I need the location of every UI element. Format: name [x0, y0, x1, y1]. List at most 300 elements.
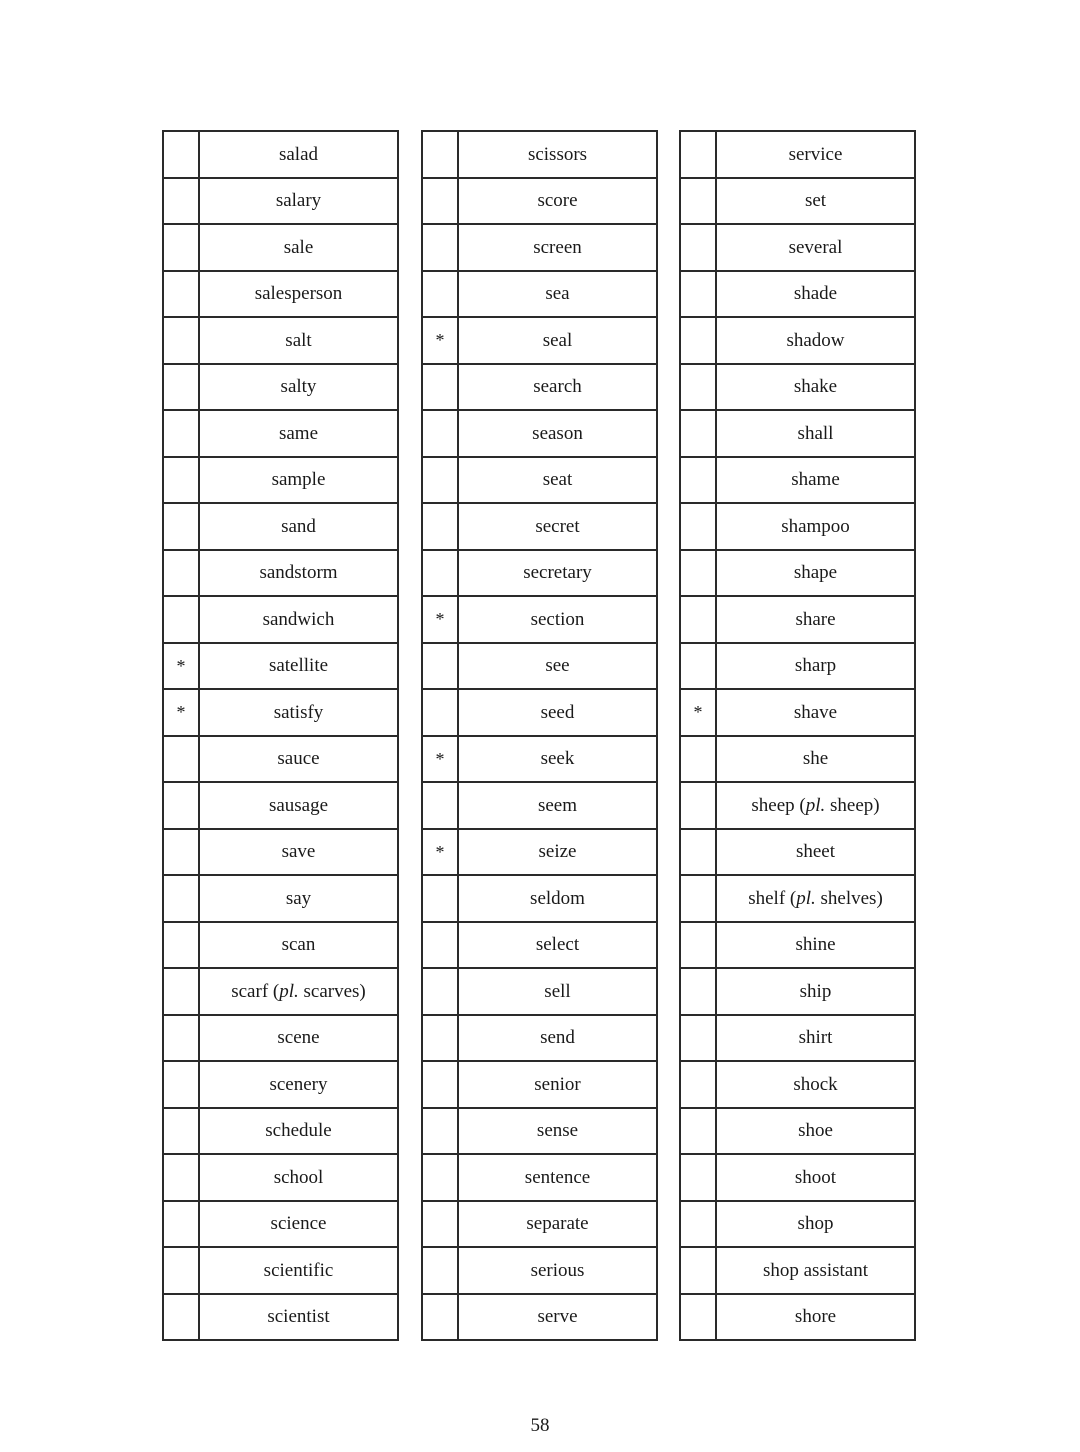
word-cell — [199, 922, 398, 969]
table-row — [680, 829, 915, 876]
mark-cell — [422, 178, 458, 225]
word-text: sausage — [268, 794, 329, 816]
word-text: shock — [793, 1073, 838, 1095]
mark-cell — [680, 1015, 716, 1062]
word-cell — [199, 782, 398, 829]
mark-cell: * — [422, 317, 458, 364]
mark-cell — [680, 271, 716, 318]
mark-cell — [680, 131, 716, 178]
word-text: scenery — [269, 1073, 328, 1095]
mark-cell — [680, 829, 716, 876]
word-text: schedule — [265, 1120, 332, 1142]
word-cell — [199, 1015, 398, 1062]
mark-cell — [163, 457, 199, 504]
word-cell — [716, 317, 915, 364]
table-row — [680, 317, 915, 364]
mark-cell — [680, 1294, 716, 1341]
mark-cell — [163, 550, 199, 597]
word-text: service — [788, 143, 843, 165]
word-text: sentence — [524, 1166, 591, 1188]
word-text: send — [540, 1027, 575, 1049]
mark-cell — [680, 1061, 716, 1108]
table-row — [163, 317, 398, 364]
word-cell — [716, 178, 915, 225]
mark-cell — [163, 1061, 199, 1108]
table-row — [163, 596, 398, 643]
table-row — [422, 829, 657, 876]
table-row — [680, 271, 915, 318]
table-row — [680, 457, 915, 504]
mark-cell — [680, 1108, 716, 1155]
word-text: scientist — [267, 1306, 330, 1328]
table-row — [422, 875, 657, 922]
table-row — [680, 1201, 915, 1248]
table-row — [422, 922, 657, 969]
word-cell — [716, 410, 915, 457]
word-cell — [458, 550, 657, 597]
word-cell — [458, 1108, 657, 1155]
word-cell — [716, 1201, 915, 1248]
mark-cell — [163, 829, 199, 876]
table-row — [680, 178, 915, 225]
word-cell — [716, 131, 915, 178]
mark-cell — [680, 875, 716, 922]
word-cell — [716, 1294, 915, 1341]
word-text: school — [273, 1166, 324, 1188]
word-text: sandstorm — [259, 562, 338, 584]
word-cell — [458, 922, 657, 969]
mark-cell — [163, 317, 199, 364]
word-text: salesperson — [254, 283, 343, 305]
mark-cell — [422, 224, 458, 271]
word-text: shoe — [798, 1120, 833, 1142]
table-row — [422, 178, 657, 225]
word-cell — [716, 1015, 915, 1062]
table-row — [680, 643, 915, 690]
word-cell — [716, 689, 915, 736]
mark-cell — [680, 1247, 716, 1294]
table-row — [163, 178, 398, 225]
word-cell — [458, 829, 657, 876]
word-cell — [716, 1247, 915, 1294]
mark-cell — [163, 1247, 199, 1294]
plural-abbreviation: pl. — [279, 980, 299, 1002]
table-row — [680, 689, 915, 736]
word-cell — [199, 1294, 398, 1341]
word-text: score — [537, 190, 578, 212]
page-number: 58 — [530, 1415, 550, 1436]
word-table-column-3 — [679, 130, 916, 1341]
table-row — [422, 1247, 657, 1294]
mark-cell — [422, 1108, 458, 1155]
table-row — [680, 550, 915, 597]
word-cell — [199, 1154, 398, 1201]
word-text: serve — [537, 1306, 578, 1328]
mark-cell — [680, 224, 716, 271]
table-row — [422, 503, 657, 550]
table-row — [163, 1061, 398, 1108]
table-row — [422, 968, 657, 1015]
mark-cell — [163, 596, 199, 643]
mark-cell: * — [163, 689, 199, 736]
word-cell — [199, 503, 398, 550]
word-text: set — [804, 190, 827, 212]
table-row — [680, 1247, 915, 1294]
word-cell — [199, 178, 398, 225]
mark-cell: * — [163, 643, 199, 690]
table-row — [163, 689, 398, 736]
word-cell — [458, 131, 657, 178]
table-row — [422, 410, 657, 457]
table-row — [422, 596, 657, 643]
table-row — [163, 1108, 398, 1155]
mark-cell — [422, 503, 458, 550]
word-text: sandwich — [262, 608, 335, 630]
mark-cell — [163, 922, 199, 969]
mark-cell — [422, 689, 458, 736]
word-text: satellite — [268, 655, 329, 677]
word-text: several — [788, 236, 843, 258]
mark-cell — [163, 1154, 199, 1201]
mark-cell — [680, 596, 716, 643]
table-row — [680, 1108, 915, 1155]
word-text: sheet — [795, 841, 836, 863]
word-cell — [458, 1201, 657, 1248]
word-cell — [458, 1294, 657, 1341]
mark-cell — [422, 550, 458, 597]
word-text: share — [795, 608, 836, 630]
mark-cell — [163, 1015, 199, 1062]
word-cell — [199, 736, 398, 783]
mark-cell — [680, 178, 716, 225]
table-row — [422, 457, 657, 504]
word-text: sample — [271, 469, 326, 491]
mark-cell — [680, 643, 716, 690]
word-text: scientific — [263, 1259, 334, 1281]
plural-abbreviation: pl. — [805, 794, 826, 816]
plural-note-open: ( — [799, 794, 806, 816]
word-text: shore — [794, 1306, 837, 1328]
mark-cell — [422, 1061, 458, 1108]
word-cell — [458, 968, 657, 1015]
word-text: shelf — [748, 887, 786, 909]
mark-cell — [680, 550, 716, 597]
plural-note-open: ( — [789, 887, 797, 909]
word-cell — [458, 1061, 657, 1108]
word-text: sheep — [751, 794, 795, 816]
word-cell — [199, 1201, 398, 1248]
table-row — [163, 922, 398, 969]
word-cell — [458, 1247, 657, 1294]
word-text: seat — [542, 469, 573, 491]
plural-note-open: ( — [272, 980, 280, 1002]
word-cell — [716, 875, 915, 922]
word-cell — [199, 875, 398, 922]
mark-cell — [422, 875, 458, 922]
word-cell — [716, 736, 915, 783]
word-cell — [199, 364, 398, 411]
word-text: see — [545, 655, 570, 677]
word-text: shop — [797, 1213, 834, 1235]
word-text: seek — [540, 748, 575, 770]
word-text: seem — [537, 794, 578, 816]
table-row — [422, 689, 657, 736]
mark-cell — [163, 968, 199, 1015]
word-text: sense — [536, 1120, 579, 1142]
mark-cell: * — [680, 689, 716, 736]
word-text: sharp — [794, 655, 837, 677]
word-cell — [716, 782, 915, 829]
word-cell — [458, 224, 657, 271]
mark-cell — [680, 968, 716, 1015]
word-text: satisfy — [273, 701, 324, 723]
table-row — [422, 364, 657, 411]
word-text: section — [530, 608, 585, 630]
word-text: salt — [285, 329, 312, 351]
word-text: salary — [275, 190, 322, 212]
word-cell — [458, 643, 657, 690]
word-text: sell — [544, 980, 571, 1002]
word-cell — [458, 178, 657, 225]
mark-cell — [680, 457, 716, 504]
mark-cell — [422, 643, 458, 690]
mark-cell — [680, 782, 716, 829]
word-text: seed — [540, 701, 575, 723]
table-row — [680, 364, 915, 411]
plural-abbreviation: pl. — [796, 887, 816, 909]
table-row — [422, 1294, 657, 1341]
word-text: shampoo — [781, 515, 850, 537]
word-cell — [458, 1015, 657, 1062]
word-text: same — [278, 422, 319, 444]
table-row — [422, 1154, 657, 1201]
table-row — [163, 736, 398, 783]
word-cell — [199, 317, 398, 364]
word-text: sauce — [277, 748, 320, 770]
table-row — [163, 1294, 398, 1341]
table-row — [422, 131, 657, 178]
word-cell — [458, 736, 657, 783]
word-cell — [716, 457, 915, 504]
word-text: shall — [797, 422, 834, 444]
word-cell — [458, 364, 657, 411]
word-cell — [199, 271, 398, 318]
word-text: shoot — [794, 1166, 837, 1188]
table-row — [680, 410, 915, 457]
word-cell — [199, 643, 398, 690]
word-cell — [716, 922, 915, 969]
mark-cell — [422, 782, 458, 829]
word-text: sale — [283, 236, 314, 258]
word-cell — [199, 1061, 398, 1108]
plural-form: scarves) — [298, 980, 366, 1002]
table-row — [163, 550, 398, 597]
mark-cell — [163, 782, 199, 829]
word-cell — [458, 782, 657, 829]
table-row — [680, 782, 915, 829]
mark-cell: * — [422, 596, 458, 643]
mark-cell — [422, 364, 458, 411]
word-text: shake — [793, 376, 838, 398]
word-text: shade — [793, 283, 838, 305]
word-cell — [716, 550, 915, 597]
table-row — [680, 1294, 915, 1341]
table-row — [680, 1015, 915, 1062]
word-text: shadow — [786, 329, 845, 351]
mark-cell: * — [422, 736, 458, 783]
word-text: say — [285, 887, 312, 909]
mark-cell — [163, 1294, 199, 1341]
word-cell — [199, 550, 398, 597]
word-cell — [199, 410, 398, 457]
table-row — [163, 875, 398, 922]
word-text: seal — [542, 329, 573, 351]
mark-cell — [422, 1154, 458, 1201]
table-row — [163, 643, 398, 690]
word-text: search — [533, 376, 582, 398]
table-row — [680, 968, 915, 1015]
word-cell — [458, 1154, 657, 1201]
mark-cell — [422, 968, 458, 1015]
mark-cell — [422, 131, 458, 178]
word-table-column-1 — [162, 130, 399, 1341]
mark-cell — [680, 364, 716, 411]
word-cell — [199, 968, 398, 1015]
word-cell — [199, 829, 398, 876]
table-row — [163, 224, 398, 271]
word-cell — [458, 410, 657, 457]
mark-cell — [680, 410, 716, 457]
word-cell — [716, 271, 915, 318]
word-cell — [716, 1154, 915, 1201]
table-row — [163, 1201, 398, 1248]
mark-cell — [163, 503, 199, 550]
mark-cell — [163, 410, 199, 457]
word-text: shine — [795, 934, 836, 956]
word-cell — [199, 1108, 398, 1155]
table-row — [163, 1154, 398, 1201]
word-text: select — [535, 934, 580, 956]
word-cell — [716, 596, 915, 643]
word-text: salad — [278, 143, 319, 165]
mark-cell — [680, 1154, 716, 1201]
word-cell — [199, 689, 398, 736]
word-text: sea — [545, 283, 570, 305]
mark-cell — [163, 271, 199, 318]
table-row — [163, 1015, 398, 1062]
word-text: secretary — [523, 562, 592, 584]
table-row — [422, 317, 657, 364]
mark-cell — [422, 457, 458, 504]
word-text: shave — [793, 701, 838, 723]
table-row — [163, 364, 398, 411]
table-row — [422, 224, 657, 271]
word-cell — [716, 829, 915, 876]
mark-cell — [163, 875, 199, 922]
word-text: she — [802, 748, 829, 770]
mark-cell — [163, 224, 199, 271]
table-row — [163, 968, 398, 1015]
word-text: scan — [281, 934, 316, 956]
word-text: ship — [799, 980, 832, 1002]
word-cell — [199, 457, 398, 504]
mark-cell — [163, 1201, 199, 1248]
table-row — [422, 1108, 657, 1155]
mark-cell — [422, 271, 458, 318]
mark-cell — [422, 922, 458, 969]
word-cell — [458, 875, 657, 922]
mark-cell — [422, 1247, 458, 1294]
word-text: shape — [793, 562, 838, 584]
word-text: shirt — [798, 1027, 833, 1049]
word-text: seldom — [530, 887, 585, 909]
word-text: salty — [280, 376, 317, 398]
mark-cell — [163, 364, 199, 411]
table-row — [163, 829, 398, 876]
word-cell — [458, 271, 657, 318]
word-cell — [458, 457, 657, 504]
word-cell — [716, 224, 915, 271]
table-row — [163, 503, 398, 550]
word-text: serious — [530, 1259, 585, 1281]
table-row — [680, 875, 915, 922]
word-table-column-2 — [421, 130, 658, 1341]
plural-form: shelves) — [815, 887, 883, 909]
word-text: shame — [791, 469, 840, 491]
word-text: science — [270, 1213, 327, 1235]
table-row — [422, 1061, 657, 1108]
table-row — [680, 596, 915, 643]
mark-cell — [680, 503, 716, 550]
word-text: sand — [281, 515, 316, 537]
mark-cell — [163, 1108, 199, 1155]
mark-cell — [680, 317, 716, 364]
word-text: separate — [526, 1213, 589, 1235]
word-cell — [716, 643, 915, 690]
table-row — [163, 1247, 398, 1294]
table-row — [422, 736, 657, 783]
table-row — [680, 1154, 915, 1201]
table-row — [680, 922, 915, 969]
word-text: senior — [534, 1073, 581, 1095]
table-row — [163, 782, 398, 829]
word-cell — [716, 968, 915, 1015]
word-cell — [199, 131, 398, 178]
word-cell — [716, 1108, 915, 1155]
mark-cell — [163, 178, 199, 225]
table-row — [680, 736, 915, 783]
table-row — [422, 550, 657, 597]
table-row — [422, 1015, 657, 1062]
word-text: scarf — [231, 980, 269, 1002]
table-row — [680, 131, 915, 178]
word-cell — [716, 1061, 915, 1108]
word-text: scissors — [527, 143, 588, 165]
table-row — [422, 643, 657, 690]
word-cell — [458, 689, 657, 736]
word-cell — [199, 1247, 398, 1294]
table-row — [163, 271, 398, 318]
table-row — [680, 1061, 915, 1108]
table-row — [422, 271, 657, 318]
word-text: save — [281, 841, 316, 863]
word-cell — [458, 317, 657, 364]
plural-form: sheep) — [825, 794, 880, 816]
word-text: shop assistant — [762, 1259, 869, 1281]
mark-cell — [422, 1294, 458, 1341]
word-text: screen — [533, 236, 582, 258]
mark-cell — [680, 1201, 716, 1248]
